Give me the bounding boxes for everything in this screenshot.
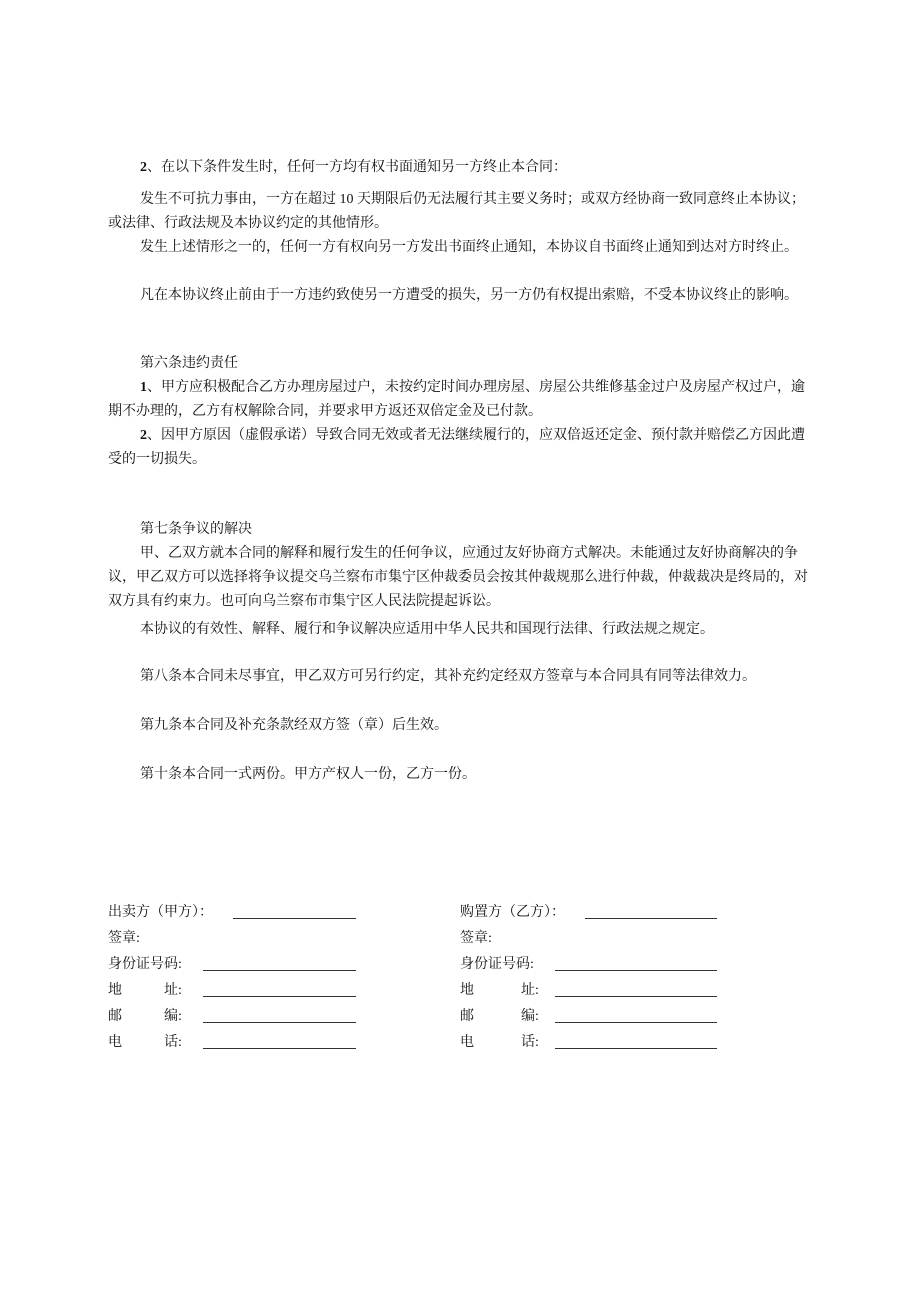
seller-id-field[interactable] — [203, 970, 356, 971]
buyer-zip-label-2: 编: — [521, 1009, 539, 1024]
clause5-item2 — [140, 156, 567, 180]
item-number: 1 — [140, 380, 147, 395]
buyer-id-label: 身份证号码: — [460, 957, 534, 972]
buyer-address-label: 地 — [460, 983, 474, 998]
clause5-paragraph-2: 发生上述情形之一的，任何一方有权向另一方发出书面终止通知，本协议自书面终止通知到达对方时终止。 — [140, 240, 798, 255]
clause8: 第八条本合同未尽事宜，甲乙双方可另行约定，其补充约定经双方签章与本合同具有同等法律效力。 — [140, 669, 756, 684]
clause6-title: 第六条违约责任 — [140, 356, 238, 371]
seller-seal-label: 签章: — [108, 931, 140, 946]
seller-address-field[interactable] — [203, 996, 356, 997]
buyer-name-field[interactable] — [585, 918, 717, 919]
item-text: 、甲方应积极配合乙方办理房屋过户，未按约定时间办理房屋、房屋公共维修基金过户及房屋产权过户，逾期不办理的，乙方有权解除合同，并要求甲方返还双倍定金及已付款。 — [108, 380, 805, 419]
clause9: 第九条本合同及补充条款经双方签（章）后生效。 — [140, 718, 448, 733]
seller-zip-label: 邮 — [108, 1009, 122, 1024]
seller-zip-field[interactable] — [203, 1022, 356, 1023]
seller-name-field[interactable] — [233, 918, 356, 919]
item-text: 、在以下条件发生时，任何一方均有权书面通知另一方终止本合同： — [147, 160, 567, 175]
buyer-phone-label: 电 — [460, 1035, 474, 1050]
clause5-paragraph-3: 凡在本协议终止前由于一方违约致使另一方遭受的损失，另一方仍有权提出索赔，不受本协议终止的影响。 — [140, 288, 798, 303]
clause7-paragraph-1: 甲、乙双方就本合同的解释和履行发生的任何争议，应通过友好协商方式解决。未能通过友好协商解决的争议，甲乙双方可以选择将争议提交乌兰察布市集宁区仲裁委员会按其仲裁规那么进行仲裁，仲裁裁决是终局的，对双方具有约束力。也可向乌兰察布市集宁区人民法院提起诉讼。 — [108, 546, 808, 609]
clause7-title: 第七条争议的解决 — [140, 522, 252, 537]
seller-phone-label-2: 话: — [164, 1035, 182, 1050]
item-number: 2 — [140, 428, 147, 443]
buyer-zip-field[interactable] — [555, 1022, 717, 1023]
seller-zip-label-2: 编: — [164, 1009, 182, 1024]
clause10: 第十条本合同一式两份。甲方产权人一份，乙方一份。 — [140, 767, 476, 782]
buyer-phone-field[interactable] — [555, 1048, 717, 1049]
seller-phone-field[interactable] — [203, 1048, 356, 1049]
buyer-label: 购置方（乙方）： — [460, 905, 565, 920]
clause7-paragraph-2: 本协议的有效性、解释、履行和争议解决应适用中华人民共和国现行法律、行政法规之规定。 — [140, 622, 714, 637]
clause6-item2 — [108, 424, 814, 472]
seller-id-label: 身份证号码: — [108, 957, 182, 972]
seller-address-label-2: 址: — [164, 983, 182, 998]
buyer-id-field[interactable] — [555, 970, 717, 971]
seller-phone-label: 电 — [108, 1035, 122, 1050]
clause6-item1 — [108, 376, 814, 424]
buyer-address-label-2: 址: — [521, 983, 539, 998]
buyer-seal-label: 签章: — [460, 931, 492, 946]
item-number: 2 — [140, 160, 147, 175]
buyer-zip-label: 邮 — [460, 1009, 474, 1024]
buyer-phone-label-2: 话: — [521, 1035, 539, 1050]
seller-label: 出卖方（甲方）： — [108, 905, 213, 920]
clause5-paragraph-1: 发生不可抗力事由，一方在超过 10 天期限后仍无法履行其主要义务时；或双方经协商一致同意终止本协议；或法律、行政法规及本协议约定的其他情形。 — [108, 192, 805, 231]
seller-address-label: 地 — [108, 983, 122, 998]
item-text: 、因甲方原因（虚假承诺）导致合同无效或者无法继续履行的，应双倍返还定金、预付款并赔偿乙方因此遭受的一切损失。 — [108, 428, 805, 467]
buyer-address-field[interactable] — [555, 996, 717, 997]
